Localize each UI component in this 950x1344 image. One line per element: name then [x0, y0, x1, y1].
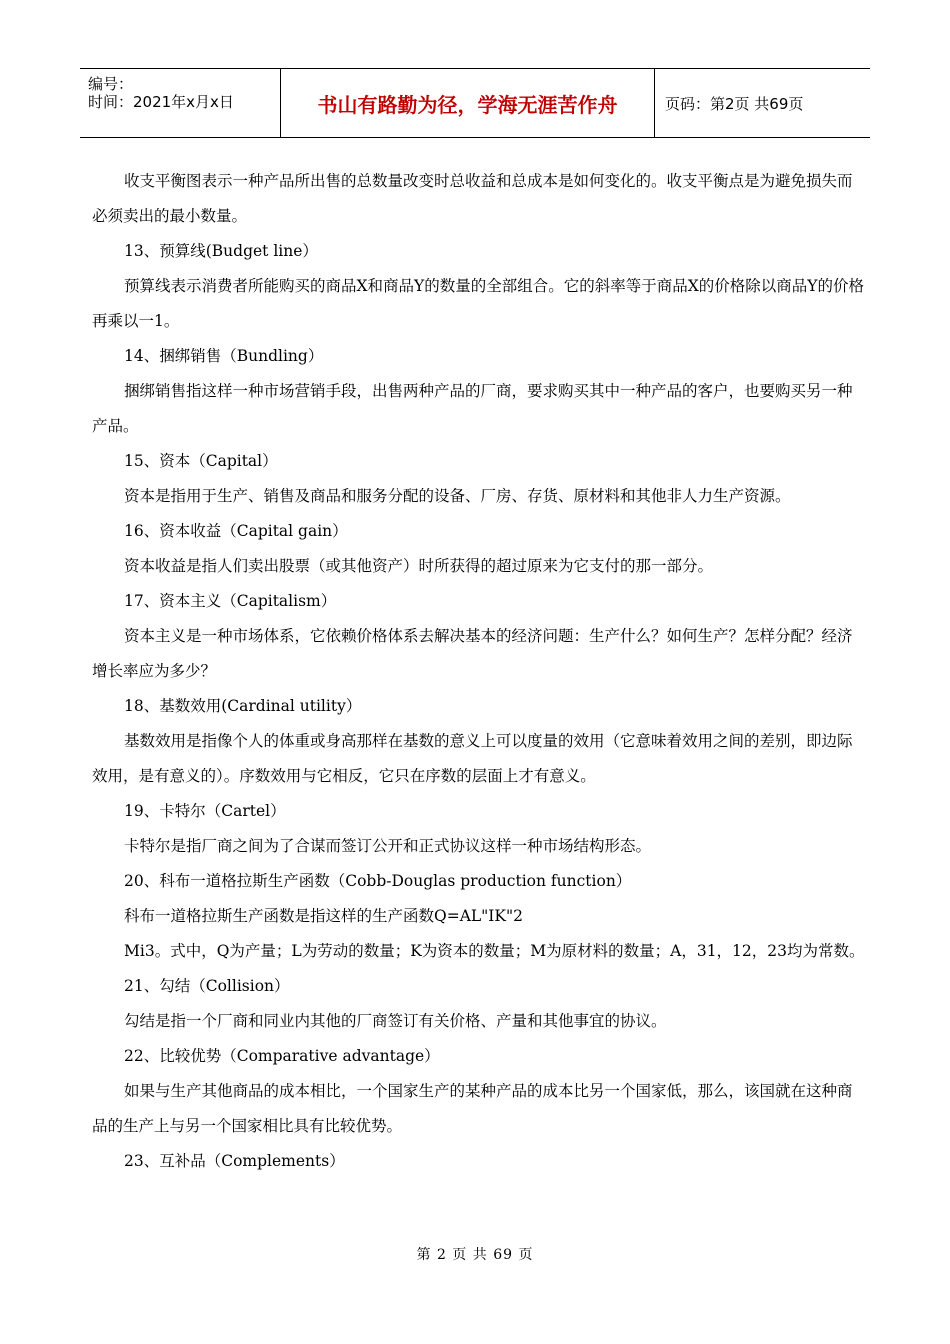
term-heading: 17、资本主义（Capitalism） — [124, 592, 337, 610]
header-meta — [80, 69, 281, 137]
page-footer: 第 2 页 共 69 页 — [416, 1247, 534, 1263]
paragraph: 预算线表示消费者所能购买的商品X和商品Y的数量的全部组合。它的斜率等于商品X的价格除以商品Y的价格再乘以一1。 — [92, 277, 865, 330]
paragraph: 收支平衡图表示一种产品所出售的总数量改变时总收益和总成本是如何变化的。收支平衡点是为避免损失而必须卖出的最小数量。 — [92, 172, 853, 225]
page-header — [80, 68, 870, 138]
term-heading: 19、卡特尔（Cartel） — [124, 802, 286, 820]
term-heading: 18、基数效用(Cardinal utility） — [124, 697, 362, 715]
term-heading: 22、比较优势（Comparative advantage） — [124, 1047, 440, 1065]
paragraph: 如果与生产其他商品的成本相比，一个国家生产的某种产品的成本比另一个国家低，那么，该国就在这种商品的生产上与另一个国家相比具有比较优势。 — [92, 1082, 853, 1135]
term-heading: 20、科布一道格拉斯生产函数（Cobb-Douglas production function） — [124, 872, 632, 890]
paragraph: 资本收益是指人们卖出股票（或其他资产）时所获得的超过原来为它支付的那一部分。 — [124, 557, 714, 575]
code-label: 编号： — [88, 75, 134, 93]
paragraph: 资本是指用于生产、销售及商品和服务分配的设备、厂房、存货、原材料和其他非人力生产资源。 — [124, 487, 791, 505]
term-heading: 13、预算线(Budget line） — [124, 242, 318, 260]
paragraph: Mi3。式中，Q为产量；L为劳动的数量；K为资本的数量；M为原材料的数量；A，31，12，23均为常数。 — [124, 942, 865, 960]
date-label: 时间：2021年x月x日 — [88, 93, 234, 111]
paragraph: 捆绑销售指这样一种市场营销手段，出售两种产品的厂商，要求购买其中一种产品的客户，也要购买另一种产品。 — [92, 382, 853, 435]
paragraph: 卡特尔是指厂商之间为了合谋而签订公开和正式协议这样一种市场结构形态。 — [124, 837, 652, 855]
paragraph: 科布一道格拉斯生产函数是指这样的生产函数Q=AL"IK"2 — [124, 907, 524, 925]
term-heading: 23、互补品（Complements） — [124, 1152, 345, 1170]
header-page-info: 页码：第2页 共69页 — [665, 94, 804, 113]
term-heading: 15、资本（Capital） — [124, 452, 278, 470]
paragraph: 勾结是指一个厂商和同业内其他的厂商签订有关价格、产量和其他事宜的协议。 — [124, 1012, 667, 1030]
header-motto: 书山有路勤为径，学海无涯苦作舟 — [281, 69, 655, 137]
term-heading: 16、资本收益（Capital gain） — [124, 522, 348, 540]
term-heading: 21、勾结（Collision） — [124, 977, 290, 995]
paragraph: 基数效用是指像个人的体重或身高那样在基数的意义上可以度量的效用（它意味着效用之间的差别，即边际效用，是有意义的）。序数效用与它相反，它只在序数的层面上才有意义。 — [92, 732, 853, 785]
paragraph: 资本主义是一种市场体系，它依赖价格体系去解决基本的经济问题：生产什么？如何生产？怎样分配？经济增长率应为多少？ — [92, 627, 853, 680]
document-body — [92, 164, 867, 1179]
term-heading: 14、捆绑销售（Bundling） — [124, 347, 324, 365]
